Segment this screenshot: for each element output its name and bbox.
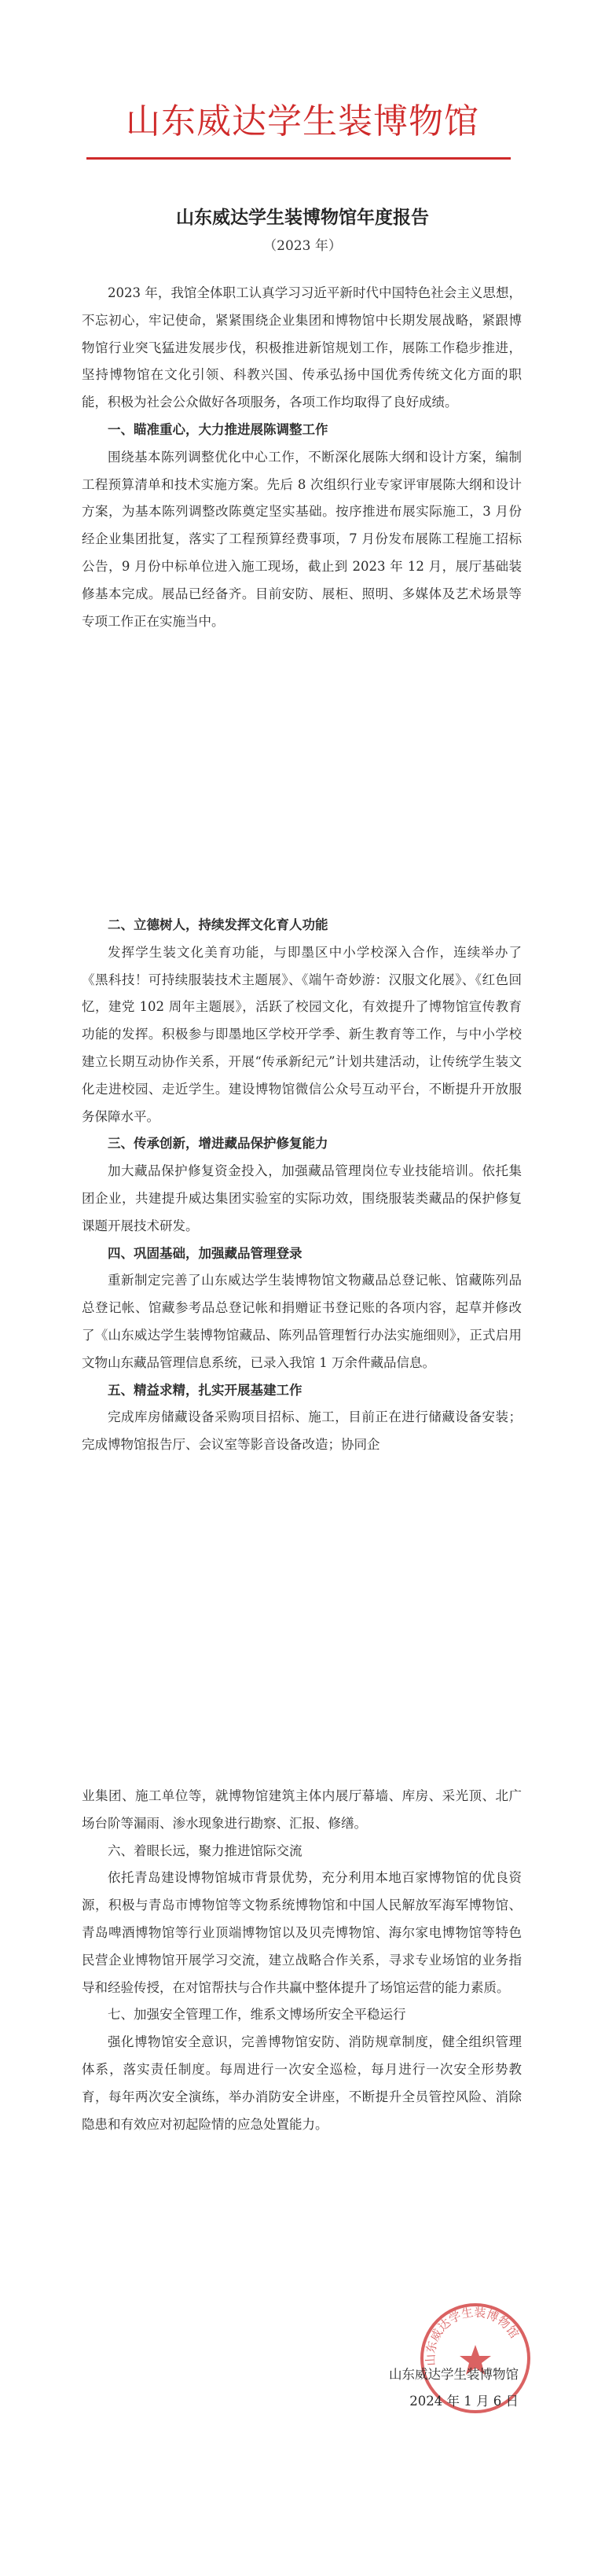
section-7-heading: 七、加强安全管理工作，维系文博场所安全平稳运行 (108, 2007, 406, 2023)
document-year: （2023 年） (263, 238, 342, 254)
signature-date: 2024 年 1 月 6 日 (409, 2394, 519, 2409)
document-title: 山东威达学生装博物馆年度报告 (176, 207, 429, 228)
letterhead-title: 山东威达学生装博物馆 (126, 101, 479, 141)
section-6-heading: 六、着眼长远，聚力推进馆际交流 (108, 1843, 302, 1858)
section-7-body: 强化博物馆安全意识，完善博物馆安防、消防规章制度，健全组织管理体系，落实责任制度。每周进行一次安全巡检，每月进行一次安全形势教育，每年两次安全演练，举办消防安全讲座，不断提升全员管控风险、消除隐患和有效应对初起险情的应急处置能力。 (82, 2034, 522, 2132)
section-4-body: 重新制定完善了山东威达学生装博物馆文物藏品总登记帐、馆藏陈列品总登记帐、馆藏参考品总登记帐和捐赠证书登记账的各项内容，起草并修改了《山东威达学生装博物馆藏品、陈列品管理暂行办法实施细则》，正式启用文物山东藏品管理信息系统，已录入我馆 1 万余件藏品信息。 (82, 1273, 522, 1370)
section-3-body: 加大藏品保护修复资金投入，加强藏品管理岗位专业技能培训。依托集团企业，共建提升威达集团实验室的实际功效，围绕服装类藏品的保护修复课题开展技术研发。 (82, 1163, 522, 1233)
section-5-body-continued: 业集团、施工单位等，就博物馆建筑主体内展厅幕墙、库房、采光顶、北广场台阶等漏雨、渗水现象进行勘察、汇报、修缮。 (82, 1788, 522, 1831)
page3-body (82, 1783, 522, 2138)
section-5-heading: 五、精益求精，扎实开展基建工作 (108, 1382, 302, 1398)
intro-paragraph: 2023 年，我馆全体职工认真学习习近平新时代中国特色社会主义思想，不忘初心，牢记使命，紧紧围绕企业集团和博物馆中长期发展战略，紧跟博物馆行业突飞猛进发展步伐，积极推进新馆规划工作，展陈工作稳步推进，坚持博物馆在文化引领、科教兴国、传承弘扬中国优秀传统文化方面的职能，积极为社会公众做好各项服务，各项工作均取得了良好成绩。 (82, 285, 522, 410)
section-2-heading: 二、立德树人，持续发挥文化育人功能 (108, 917, 328, 932)
section-5-body-start: 完成库房储藏设备采购项目招标、施工，目前正在进行储藏设备安装；完成博物馆报告厅、会议室等影音设备改造；协同企 (82, 1409, 522, 1453)
seal-text: 山东威达学生装博物馆 (423, 2305, 522, 2367)
section-1-heading: 一、瞄准重心，大力推进展陈调整工作 (108, 421, 328, 437)
section-2-body: 发挥学生装文化美育功能，与即墨区中小学校深入合作，连续举办了《黑科技！可持续服装技术主题展》、《端午奇妙游：汉服文化展》、《红色回忆，建党 102 周年主题展》，活跃了校园文化，有效提升了博物馆宣传教育功能的发挥。积极参与即墨地区学校开学季、新生教育等工作，与中小学校建立长期互动协作关系，开展“传承新纪元”计划共建活动，让传统学生装文化走进校园、走近学生。建设博物馆微信公众号互动平台，不断提升开放服务保障水平。 (82, 944, 522, 1124)
signature-block (330, 2361, 519, 2415)
signature-org: 山东威达学生装博物馆 (389, 2367, 519, 2382)
page1-body (82, 280, 522, 635)
section-3-heading: 三、传承创新，增进藏品保护修复能力 (108, 1136, 328, 1152)
section-6-body: 依托青岛建设博物馆城市背景优势，充分利用本地百家博物馆的优良资源，积极与青岛市博物馆等文物系统博物馆和中国人民解放军海军博物馆、青岛啤酒博物馆等行业顶端博物馆以及贝壳博物馆、海尔家电博物馆等特色民营企业博物馆开展学习交流，建立战略合作关系，寻求专业场馆的业务指导和经验传授，在对馆帮扶与合作共赢中整体提升了场馆运营的能力素质。 (82, 1870, 522, 1995)
section-4-heading: 四、巩固基础，加强藏品管理登录 (108, 1245, 302, 1261)
section-1-body: 围绕基本陈列调整优化中心工作，不断深化展陈大纲和设计方案，编制工程预算清单和技术实施方案。先后 8 次组织行业专家评审展陈大纲和设计方案，为基本陈列调整改陈奠定坚实基础。按序推进布展实际施工，3 月份经企业集团批复，落实了工程预算经费事项，7 月份发布展陈工程施工招标公告，9 月份中标单位进入施工现场，截止到 2023 年 12 月，展厅基础装修基本完成。展品已经备齐。目前安防、展柜、照明、多媒体及艺术场景等专项工作正在实施当中。 (82, 449, 522, 629)
letterhead-divider (86, 157, 511, 160)
page2-body (82, 912, 522, 1459)
